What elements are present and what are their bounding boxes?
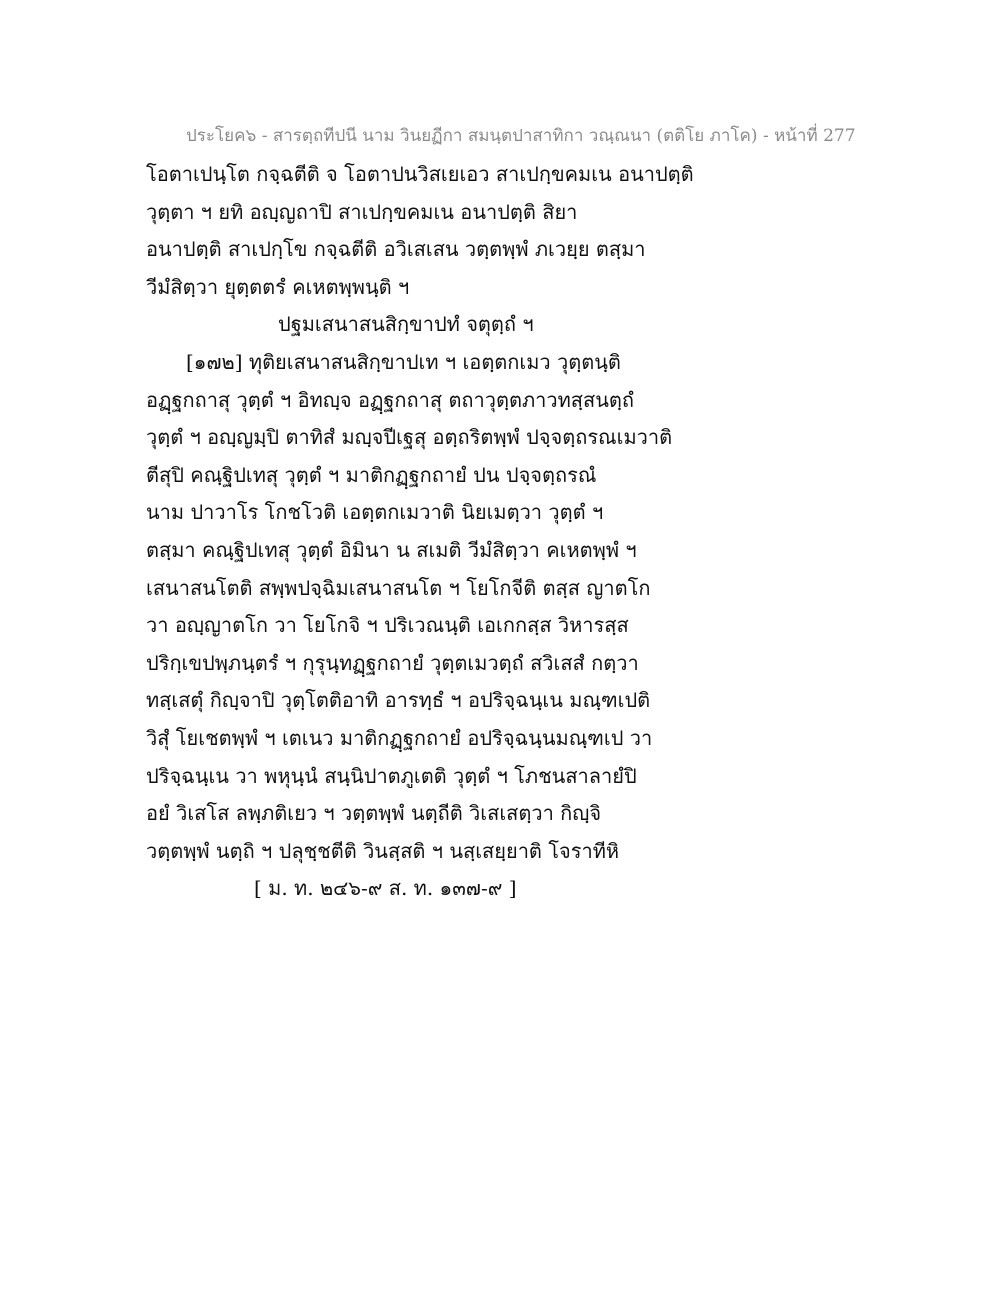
paragraph-line: [๑๗๒] ทุติยเสนาสนสิกฺขาปเท ฯ เอตฺตกเมว วุตฺตนฺติ	[186, 349, 621, 374]
paragraph-line: วีมํสิตฺวา ยุตฺตตรํ คเหตพฺพนฺติ ฯ	[146, 274, 410, 299]
paragraph-line: วุตฺตํ ฯ อญฺญมฺปิ ตาทิสํ มญฺจปีเฐสุ อตฺถริตพฺพํ ปจฺจตฺถรณเมวาติ	[146, 425, 673, 450]
paragraph-line: ตสฺมา คณฺฐิปเทสุ วุตฺตํ อิมินา น สเมติ วีมํสิตฺวา คเหตพฺพํ ฯ	[146, 537, 637, 562]
page-header: ประโยค๖ - สารตฺถทีปนี นาม วินยฏีกา สมนฺตปาสาทิกา วณฺณนา (ตติโย ภาโค) - หน้าที่ 277	[186, 126, 856, 146]
paragraph-line: ปริจฺฉนฺเน วา พหุนฺนํ สนฺนิปาตภูเตติ วุตฺตํ ฯ โภชนสาลายํปิ	[146, 763, 637, 788]
paragraph-line: ตีสุปิ คณฺฐิปเทสุ วุตฺตํ ฯ มาติกฏฺฐกถายํ ปน ปจฺจตฺถรณํ	[146, 462, 597, 487]
paragraph-line: อยํ วิเสโส ลพฺภติเยว ฯ วตฺตพฺพํ นตฺถีติ วิเสเสตฺวา กิญฺจิ	[146, 801, 602, 826]
paragraph-line: อฏฺฐกถาสุ วุตฺตํ ฯ อิทญฺจ อฏฺฐกถาสุ ตถาวุตฺตภาวทสฺสนตฺถํ	[146, 387, 634, 412]
footnote-reference: [ ม. ท. ๒๔๖-๙ ส. ท. ๑๓๗-๙ ]	[254, 876, 517, 901]
paragraph-line: นาม ปาวาโร โกชโวติ เอตฺตกเมวาติ นิยเมตฺวา วุตฺตํ ฯ	[146, 500, 604, 525]
paragraph-line: อนาปตฺติ สาเปกฺโข กจฺฉตีติ อวิเสเสน วตฺตพฺพํ ภเวยฺย ตสฺมา	[146, 237, 646, 262]
paragraph-line: โอตาเปนฺโต กจฺฉตีติ จ โอตาปนวิสเยเอว สาเปกฺขคมเน อนาปตฺติ	[146, 162, 694, 186]
paragraph-line: วตฺตพฺพํ นตฺถิ ฯ ปลุชฺชตีติ วินสฺสติ ฯ นสฺเสยฺยาติ โจราทีหิ	[146, 838, 620, 863]
paragraph-line: ปริกฺเขปพฺภนฺตรํ ฯ กุรุนฺทฏฺฐกถายํ วุตฺตเมวตฺถํ สวิเสสํ กตฺวา	[146, 650, 639, 675]
paragraph-line: ทสฺเสตุํ กิญฺจาปิ วุตฺโตติอาทิ อารทฺธํ ฯ อปริจฺฉนฺเน มณฺฑเปติ	[146, 688, 651, 713]
document-body	[146, 156, 866, 908]
section-end-title: ปฐมเสนาสนสิกฺขาปทํ จตุตฺถํ ฯ	[278, 312, 534, 337]
paragraph-line: เสนาสนโตติ สพฺพปจฺฉิมเสนาสนโต ฯ โยโกจีติ ตสฺส ญาตโก	[146, 575, 651, 600]
paragraph-line: วุตฺตา ฯ ยทิ อญฺญถาปิ สาเปกฺขคมเน อนาปตฺติ สิยา	[146, 199, 578, 224]
paragraph-line: วิสุํ โยเชตพฺพํ ฯ เตเนว มาติกฏฺฐกถายํ อปริจฺฉนฺนมณฺฑเป วา	[146, 725, 653, 750]
paragraph-line: วา อญฺญาตโก วา โยโกจิ ฯ ปริเวณนฺติ เอเกกสฺส วิหารสฺส	[146, 613, 629, 638]
